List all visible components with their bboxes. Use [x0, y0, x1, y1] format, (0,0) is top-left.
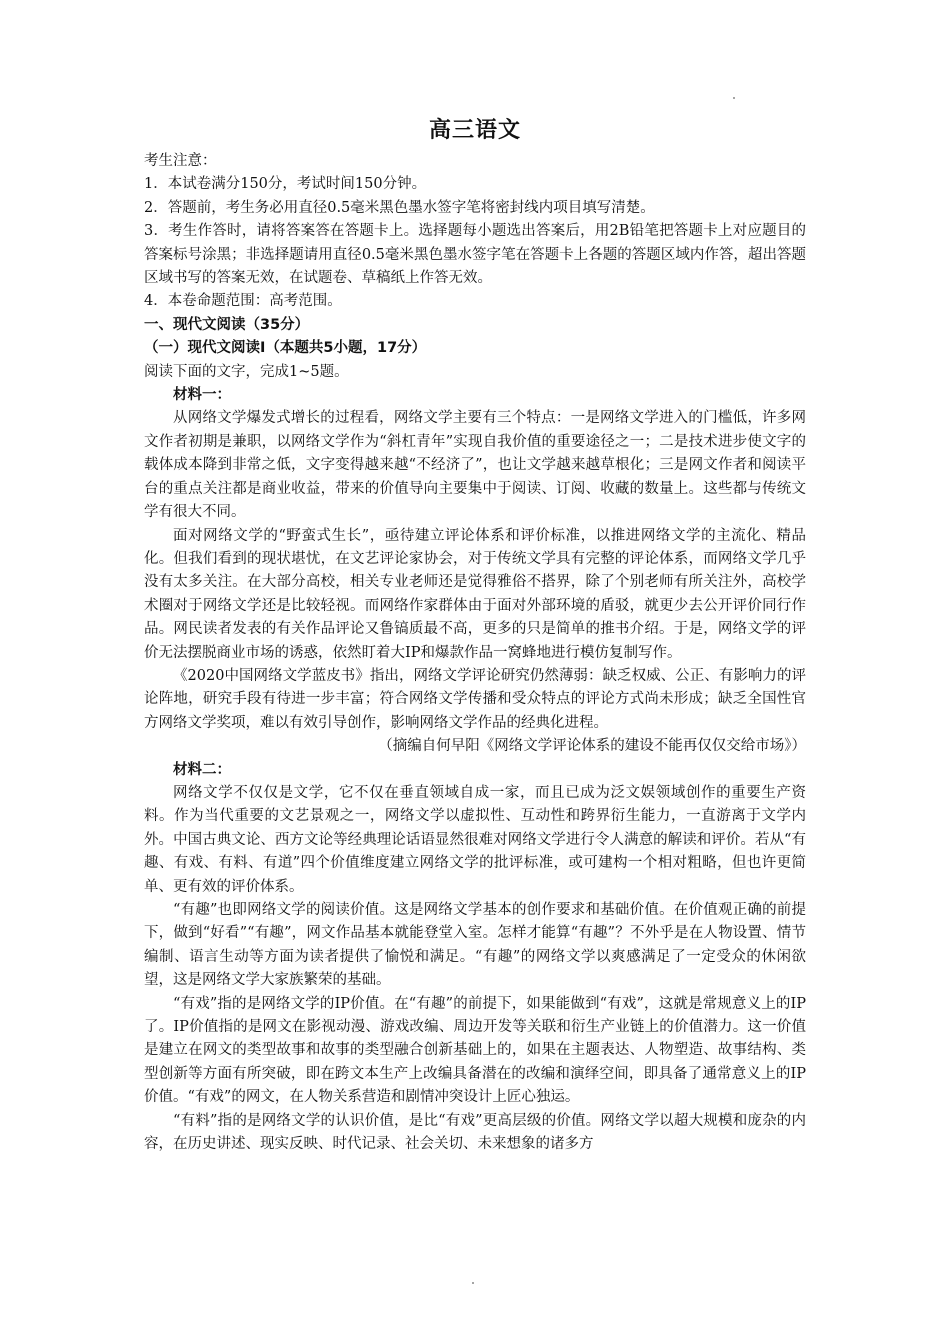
material-two-paragraph: 网络文学不仅仅是文学，它不仅在垂直领域自成一家，而且已成为泛文娱领域创作的重要生产资料。作为当代重要的文艺景观之一，网络文学以虚拟性、互动性和跨界衍生能力，一直游离于文学内外。中国古典文论、西方文论等经典理论话语显然很难对网络文学进行令人满意的解读和评价。若从“有趣、有戏、有料、有道”四个价值维度建立网络文学的批评标准，或可建构一个相对粗略，但也许更简单、更有效的评价体系。 — [144, 784, 806, 895]
material-two-paragraph: “有趣”也即网络文学的阅读价值。这是网络文学基本的创作要求和基础价值。在价值观正确的前提下，做到“好看”“有趣”，网文作品基本就能登堂入室。怎样才能算“有趣”？不外乎是在人物设置、情节编制、语言生动等方面为读者提供了愉悦和满足。“有趣”的网络文学以爽感满足了一定受众的休闲欲望，这是网络文学大家族繁荣的基础。 — [144, 902, 806, 989]
scan-dot — [733, 97, 735, 99]
section-heading: 一、现代文阅读（35分） — [144, 316, 310, 333]
notice-item: 2．答题前，考生务必用直径0.5毫米黑色墨水签字笔将密封线内项目填写清楚。 — [144, 199, 655, 216]
subsection-heading: （一）现代文阅读Ⅰ（本题共5小题，17分） — [144, 340, 427, 357]
material-one-paragraph: 从网络文学爆发式增长的过程看，网络文学主要有三个特点：一是网络文学进入的门槛低，许多网文作者初期是兼职，以网络文学作为“斜杠青年”实现自我价值的重要途径之一；二是技术进步使文字的载体成本降到非常之低，文字变得越来越“不经济了”，也让文学越来越草根化；三是网文作者和阅读平台的重点关注都是商业收益，带来的价值导向主要集中于阅读、订阅、收藏的数量上。这些都与传统文学有很大不同。 — [144, 410, 806, 521]
notice-item: 1．本试卷满分150分，考试时间150分钟。 — [144, 176, 427, 193]
page-title: 高三语文 — [428, 118, 521, 143]
notice-item: 4．本卷命题范围：高考范围。 — [144, 293, 342, 310]
material-two-paragraph: “有料”指的是网络文学的认识价值，是比“有戏”更高层级的价值。网络文学以超大规模和庞杂的内容，在历史讲述、现实反映、时代记录、社会关切、未来想象的诸多方 — [144, 1112, 806, 1153]
document-body — [144, 116, 806, 1156]
material-two-paragraph: “有戏”指的是网络文学的IP价值。在“有趣”的前提下，如果能做到“有戏”，这就是常规意义上的IP了。IP价值指的是网文在影视动漫、游戏改编、周边开发等关联和衍生产业链上的价值潜力。这一价值是建立在网文的类型故事和故事的类型融合创新基础上的，如果在主题表达、人物塑造、故事结构、类型创新等方面有所突破，即在跨文本生产上改编具备潜在的改编和演绎空间，即具备了通常意义上的IP价值。“有戏”的网文，在人物关系营造和剧情冲突设计上匠心独运。 — [144, 995, 806, 1106]
material-one-label: 材料一： — [173, 387, 231, 404]
notice-item: 3．考生作答时，请将答案答在答题卡上。选择题每小题选出答案后，用2B铅笔把答题卡上对应题目的答案标号涂黑；非选择题请用直径0.5毫米黑色墨水签字笔在答题卡上各题的答题区域内作答，超出答题区域书写的答案无效，在试题卷、草稿纸上作答无效。 — [144, 223, 806, 287]
material-one-source: （摘编自何早阳《网络文学评论体系的建设不能再仅仅交给市场》） — [378, 738, 806, 755]
material-two-label: 材料二： — [173, 761, 231, 778]
scan-dot — [472, 1282, 474, 1284]
notice-heading: 考生注意： — [144, 153, 217, 169]
reading-instruction: 阅读下面的文字，完成1~5题。 — [144, 363, 349, 380]
material-one-paragraph: 面对网络文学的“野蛮式生长”，亟待建立评论体系和评价标准，以推进网络文学的主流化、精品化。但我们看到的现状堪忧，在文艺评论家协会，对于传统文学具有完整的评论体系，而网络文学几乎没有太多关注。在大部分高校，相关专业老师还是觉得雅俗不搭界，除了个别老师有所关注外，高校学术圈对于网络文学还是比较轻视。而网络作家群体由于面对外部环境的盾驳，就更少去公开评价同行作品。网民读者发表的有关作品评论又鲁镐质最不高，更多的只是简单的推书介绍。于是，网络文学的评价无法摆脱商业市场的诱惑，依然盯着大IP和爆款作品一窝蜂地进行模仿复制写作。 — [144, 527, 806, 661]
material-one-paragraph: 《2020中国网络文学蓝皮书》指出，网络文学评论研究仍然薄弱：缺乏权威、公正、有影响力的评论阵地，研究手段有待进一步丰富；符合网络文学传播和受众特点的评论方式尚未形成；缺乏全国性官方网络文学奖项，难以有效引导创作，影响网络文学作品的经典化进程。 — [144, 667, 806, 731]
